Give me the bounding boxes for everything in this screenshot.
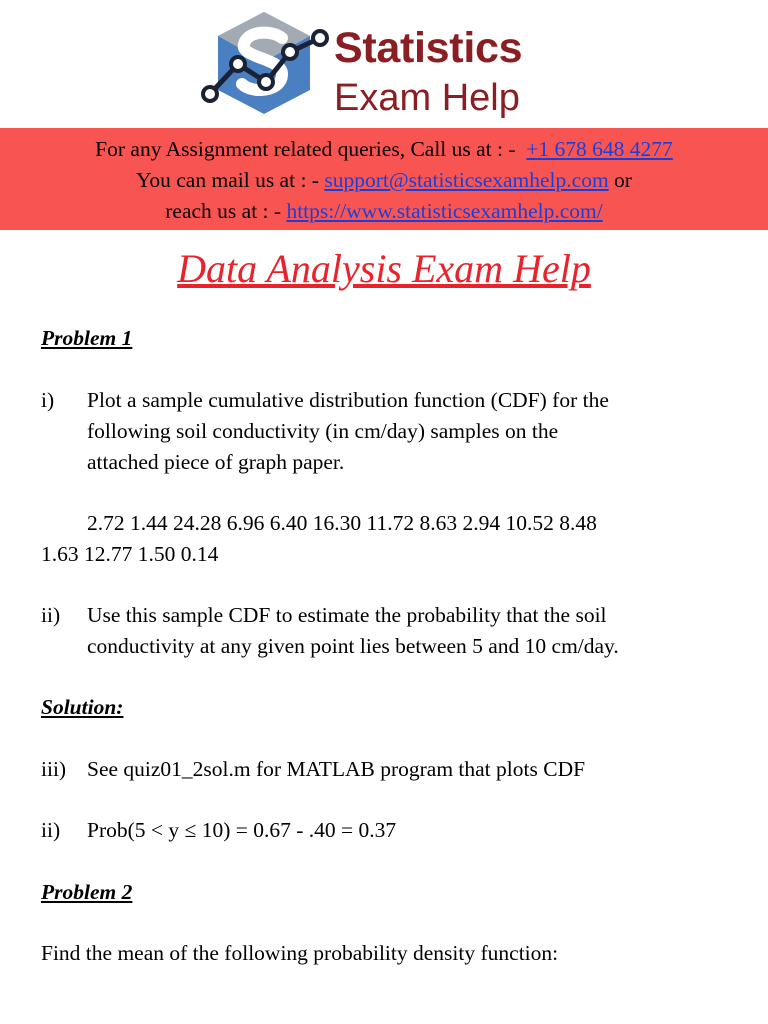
problem1-item1-marker: i) <box>41 388 55 412</box>
problem1-item2-line1: Use this sample CDF to estimate the probability that the soil <box>87 603 607 627</box>
logo-subtitle: Exam Help <box>334 77 520 119</box>
contact-banner <box>0 128 768 230</box>
problem1-heading: Problem 1 <box>41 326 133 350</box>
samples-line1: 2.72 1.44 24.28 6.96 6.40 16.30 11.72 8.63 2.94 10.52 8.48 <box>87 511 597 535</box>
banner-phone-label: For any Assignment related queries, Call us at : - <box>95 137 516 161</box>
solution-heading: Solution: <box>41 695 124 719</box>
problem2-text: Find the mean of the following probability density function: <box>41 941 559 965</box>
solution-item2-text: Prob(5 < y ≤ 10) = 0.67 - .40 = 0.37 <box>87 818 397 842</box>
problem1-item2-marker: ii) <box>41 603 61 627</box>
phone-link[interactable]: +1 678 648 4277 <box>526 137 673 161</box>
banner-website-label: reach us at : - <box>165 199 282 223</box>
problem1-item1-line1: Plot a sample cumulative distribution function (CDF) for the <box>87 388 609 412</box>
statistics-logo-icon <box>198 8 330 118</box>
samples-line2: 1.63 12.77 1.50 0.14 <box>41 542 219 566</box>
email-link[interactable]: support@statisticsexamhelp.com <box>324 168 609 192</box>
header <box>0 0 768 128</box>
solution-item1-marker: iii) <box>41 757 67 781</box>
problem2-heading: Problem 2 <box>41 880 133 904</box>
problem1-item1-line2: following soil conductivity (in cm/day) samples on the <box>87 419 559 443</box>
document-title: Data Analysis Exam Help <box>177 246 591 291</box>
problem1-item2-line2: conductivity at any given point lies between 5 and 10 cm/day. <box>87 634 619 658</box>
problem1-item1-line3: attached piece of graph paper. <box>87 450 345 474</box>
banner-or-text: or <box>614 168 632 192</box>
banner-email-label: You can mail us at : - <box>136 168 319 192</box>
banner-line-phone <box>0 134 768 165</box>
website-link[interactable]: https://www.statisticsexamhelp.com/ <box>286 199 603 223</box>
solution-item2-marker: ii) <box>41 818 61 842</box>
banner-line-website <box>0 196 768 227</box>
logo-title: Statistics <box>334 24 523 72</box>
banner-line-email <box>0 165 768 196</box>
solution-item1-text: See quiz01_2sol.m for MATLAB program that plots CDF <box>87 757 586 781</box>
